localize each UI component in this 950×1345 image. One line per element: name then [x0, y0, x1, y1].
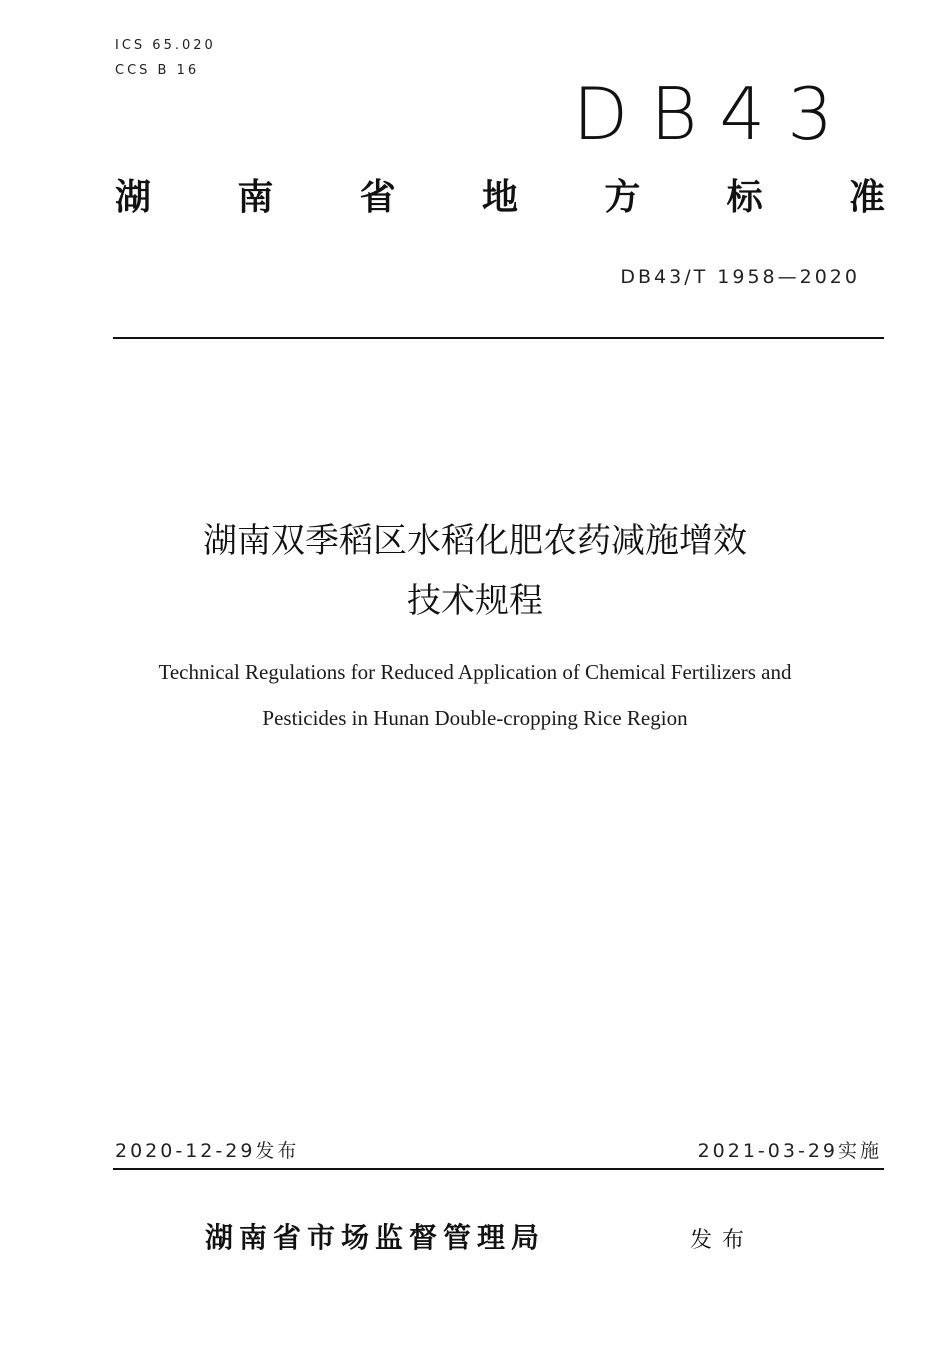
standard-number: DB43/T 1958—2020 — [620, 266, 860, 288]
issuing-authority: 湖南省市场监督管理局 — [205, 1221, 546, 1254]
standard-type-char: 地 — [481, 177, 518, 218]
bottom-divider — [113, 1168, 884, 1170]
standard-type-char: 准 — [848, 177, 885, 218]
ics-code: ICS 65.020 — [115, 38, 216, 53]
standard-type-char: 省 — [359, 177, 396, 218]
db-code-mark: DB43 — [572, 72, 855, 156]
title-chinese-line-2: 技术规程 — [407, 581, 543, 621]
title-chinese-line-1: 湖南双季稻区水稻化肥农药减施增效 — [203, 521, 747, 561]
issuer-action: 发布 — [690, 1228, 755, 1253]
ccs-code: CCS B 16 — [115, 63, 200, 78]
top-divider — [113, 337, 884, 339]
title-english-line-1: Technical Regulations for Reduced Application of Chemical Fertilizers and — [158, 660, 792, 684]
standard-type-char: 南 — [237, 177, 274, 218]
standard-type-heading — [115, 177, 885, 218]
issue-date: 2020-12-29发布 — [115, 1140, 300, 1162]
title-english-line-2: Pesticides in Hunan Double-cropping Rice Region — [262, 706, 688, 730]
implementation-date: 2021-03-29实施 — [697, 1140, 882, 1162]
standard-type-char: 湖 — [115, 177, 152, 218]
standard-type-char: 方 — [604, 177, 641, 218]
standard-type-char: 标 — [726, 177, 763, 218]
